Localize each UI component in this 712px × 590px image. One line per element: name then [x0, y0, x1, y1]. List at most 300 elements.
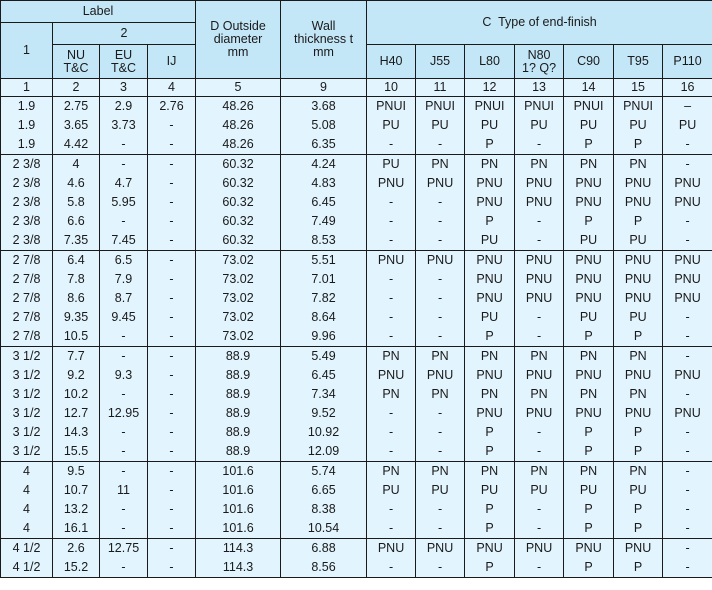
- table-cell: PN: [515, 462, 564, 482]
- table-row: [1, 385, 712, 404]
- table-cell: 8.38: [281, 500, 367, 519]
- table-cell: -: [100, 462, 148, 482]
- table-cell: -: [367, 289, 416, 308]
- table-cell: 2 3/8: [1, 174, 53, 193]
- table-cell: 1.9: [1, 97, 53, 117]
- column-number: 16: [663, 79, 712, 97]
- table-row: [1, 135, 712, 155]
- table-cell: PNU: [515, 174, 564, 193]
- table-cell: -: [367, 135, 416, 155]
- table-cell: P: [614, 212, 663, 231]
- column-number: 12: [465, 79, 515, 97]
- table-cell: PNUI: [564, 97, 614, 117]
- table-cell: PNU: [614, 193, 663, 212]
- table-cell: -: [416, 558, 465, 578]
- table-cell: PN: [515, 385, 564, 404]
- table-cell: -: [515, 558, 564, 578]
- table-cell: 4.7: [100, 174, 148, 193]
- table-cell: PNU: [614, 270, 663, 289]
- table-cell: PNU: [614, 174, 663, 193]
- table-cell: PNU: [564, 289, 614, 308]
- table-cell: 7.9: [100, 270, 148, 289]
- table-cell: 8.6: [53, 289, 100, 308]
- table-cell: 9.96: [281, 327, 367, 347]
- table-cell: 2 3/8: [1, 231, 53, 251]
- column-number: 4: [148, 79, 196, 97]
- table-cell: P: [465, 212, 515, 231]
- table-row: [1, 366, 712, 385]
- table-cell: -: [100, 500, 148, 519]
- table-row: [1, 97, 712, 117]
- table-cell: -: [663, 558, 712, 578]
- table-cell: PNU: [663, 193, 712, 212]
- table-cell: PNU: [465, 404, 515, 423]
- table-cell: 48.26: [196, 116, 281, 135]
- table-cell: -: [416, 193, 465, 212]
- table-cell: 3 1/2: [1, 423, 53, 442]
- table-row: [1, 270, 712, 289]
- table-cell: 5.51: [281, 251, 367, 271]
- table-cell: -: [100, 347, 148, 367]
- table-cell: P: [564, 327, 614, 347]
- table-cell: 2.9: [100, 97, 148, 117]
- table-row: [1, 500, 712, 519]
- table-row: [1, 539, 712, 559]
- table-cell: -: [367, 327, 416, 347]
- header-col1: 1: [1, 23, 53, 79]
- table-cell: -: [367, 442, 416, 462]
- table-cell: 48.26: [196, 97, 281, 117]
- table-cell: -: [515, 327, 564, 347]
- table-cell: PN: [416, 155, 465, 175]
- table-cell: 5.74: [281, 462, 367, 482]
- table-row: [1, 193, 712, 212]
- table-cell: 1.9: [1, 116, 53, 135]
- table-cell: 12.75: [100, 539, 148, 559]
- table-cell: -: [148, 116, 196, 135]
- table-cell: 4: [1, 519, 53, 539]
- table-cell: PNU: [614, 539, 663, 559]
- table-cell: 60.32: [196, 155, 281, 175]
- table-cell: PU: [614, 481, 663, 500]
- table-cell: 6.45: [281, 193, 367, 212]
- table-cell: 9.45: [100, 308, 148, 327]
- table-cell: -: [663, 155, 712, 175]
- table-cell: 6.5: [100, 251, 148, 271]
- table-cell: 3 1/2: [1, 385, 53, 404]
- table-row: [1, 462, 712, 482]
- table-cell: 73.02: [196, 270, 281, 289]
- table-cell: 7.7: [53, 347, 100, 367]
- table-cell: PN: [416, 347, 465, 367]
- table-cell: PNU: [416, 366, 465, 385]
- table-cell: 12.7: [53, 404, 100, 423]
- table-cell: 12.09: [281, 442, 367, 462]
- table-cell: 13.2: [53, 500, 100, 519]
- grade-c90: C90: [564, 45, 614, 79]
- column-number: 2: [53, 79, 100, 97]
- table-cell: 15.5: [53, 442, 100, 462]
- table-cell: 9.2: [53, 366, 100, 385]
- table-cell: PN: [614, 347, 663, 367]
- table-cell: -: [100, 327, 148, 347]
- grade-j55: J55: [416, 45, 465, 79]
- table-cell: 88.9: [196, 385, 281, 404]
- table-cell: 5.95: [100, 193, 148, 212]
- table-cell: -: [515, 308, 564, 327]
- table-cell: -: [100, 519, 148, 539]
- header-end-finish: C Type of end-finish: [367, 1, 712, 45]
- table-cell: PNU: [663, 289, 712, 308]
- table-cell: PNU: [564, 193, 614, 212]
- table-cell: PU: [465, 116, 515, 135]
- table-cell: 8.7: [100, 289, 148, 308]
- table-cell: P: [614, 327, 663, 347]
- header-wall-thickness: Wall thickness t mm: [281, 1, 367, 79]
- table-cell: PN: [465, 385, 515, 404]
- table-cell: PN: [564, 155, 614, 175]
- table-cell: 4 1/2: [1, 558, 53, 578]
- table-row: [1, 174, 712, 193]
- table-cell: -: [515, 500, 564, 519]
- table-cell: PN: [367, 385, 416, 404]
- column-number: 15: [614, 79, 663, 97]
- column-number-row: [1, 79, 712, 97]
- table-cell: PN: [614, 462, 663, 482]
- table-cell: P: [465, 500, 515, 519]
- table-cell: PNU: [465, 270, 515, 289]
- table-cell: -: [663, 539, 712, 559]
- table-cell: PNU: [465, 366, 515, 385]
- table-cell: -: [367, 404, 416, 423]
- table-cell: -: [148, 481, 196, 500]
- table-cell: 9.3: [100, 366, 148, 385]
- table-cell: 6.88: [281, 539, 367, 559]
- table-row: [1, 347, 712, 367]
- table-cell: PN: [416, 462, 465, 482]
- table-cell: -: [148, 539, 196, 559]
- table-cell: -: [663, 385, 712, 404]
- table-cell: 3.73: [100, 116, 148, 135]
- table-cell: -: [148, 155, 196, 175]
- table-cell: 60.32: [196, 174, 281, 193]
- table-cell: P: [614, 135, 663, 155]
- table-cell: -: [367, 270, 416, 289]
- table-cell: PNU: [564, 539, 614, 559]
- table-cell: 2 7/8: [1, 308, 53, 327]
- table-cell: PNUI: [367, 97, 416, 117]
- table-cell: PNU: [564, 366, 614, 385]
- table-cell: -: [663, 231, 712, 251]
- table-cell: PN: [564, 462, 614, 482]
- grade-p110: P110: [663, 45, 712, 79]
- table-cell: PNU: [515, 193, 564, 212]
- table-row: [1, 404, 712, 423]
- table-cell: 60.32: [196, 193, 281, 212]
- table-cell: -: [367, 193, 416, 212]
- table-cell: PNUI: [515, 97, 564, 117]
- table-cell: 73.02: [196, 308, 281, 327]
- column-number: 13: [515, 79, 564, 97]
- table-cell: -: [663, 212, 712, 231]
- table-cell: 4 1/2: [1, 539, 53, 559]
- table-cell: -: [515, 231, 564, 251]
- table-cell: 16.1: [53, 519, 100, 539]
- table-cell: 6.6: [53, 212, 100, 231]
- table-cell: 88.9: [196, 442, 281, 462]
- table-row: [1, 519, 712, 539]
- table-cell: 2.76: [148, 97, 196, 117]
- table-cell: -: [515, 519, 564, 539]
- table-cell: 60.32: [196, 231, 281, 251]
- table-cell: P: [564, 423, 614, 442]
- table-cell: PU: [515, 481, 564, 500]
- table-cell: PN: [564, 385, 614, 404]
- table-cell: PU: [367, 481, 416, 500]
- table-cell: 4.24: [281, 155, 367, 175]
- table-cell: -: [367, 558, 416, 578]
- table-cell: 88.9: [196, 366, 281, 385]
- table-cell: P: [465, 135, 515, 155]
- size-group: [1, 462, 712, 539]
- table-cell: 114.3: [196, 539, 281, 559]
- grade-h40: H40: [367, 45, 416, 79]
- table-row: [1, 308, 712, 327]
- table-cell: PNU: [416, 174, 465, 193]
- table-cell: PNU: [614, 251, 663, 271]
- table-cell: PNU: [367, 366, 416, 385]
- table-cell: -: [100, 135, 148, 155]
- table-cell: PU: [416, 481, 465, 500]
- table-cell: 7.82: [281, 289, 367, 308]
- header-eu-tc: EU T&C: [100, 45, 148, 79]
- table-cell: PNU: [416, 539, 465, 559]
- table-cell: PNU: [515, 289, 564, 308]
- table-cell: 7.35: [53, 231, 100, 251]
- table-cell: -: [367, 519, 416, 539]
- table-cell: PU: [367, 155, 416, 175]
- table-cell: PNU: [564, 404, 614, 423]
- table-cell: 101.6: [196, 462, 281, 482]
- header-nu-tc: NU T&C: [53, 45, 100, 79]
- table-cell: -: [148, 174, 196, 193]
- table-cell: -: [148, 366, 196, 385]
- table-cell: -: [416, 308, 465, 327]
- table-cell: -: [148, 289, 196, 308]
- table-cell: -: [148, 404, 196, 423]
- table-cell: 2 3/8: [1, 155, 53, 175]
- table-cell: 101.6: [196, 519, 281, 539]
- table-cell: PU: [367, 116, 416, 135]
- table-cell: PN: [465, 462, 515, 482]
- table-cell: 8.53: [281, 231, 367, 251]
- column-number: 5: [196, 79, 281, 97]
- table-cell: 1.9: [1, 135, 53, 155]
- table-cell: P: [564, 558, 614, 578]
- table-cell: P: [564, 442, 614, 462]
- table-row: [1, 558, 712, 578]
- table-cell: PNU: [515, 270, 564, 289]
- table-cell: 3 1/2: [1, 404, 53, 423]
- table-cell: -: [148, 231, 196, 251]
- table-cell: 2 7/8: [1, 289, 53, 308]
- table-row: [1, 289, 712, 308]
- table-cell: PNU: [614, 366, 663, 385]
- table-cell: PU: [515, 116, 564, 135]
- table-cell: PNU: [416, 251, 465, 271]
- table-cell: P: [614, 519, 663, 539]
- table-cell: PNU: [564, 251, 614, 271]
- size-group: [1, 347, 712, 462]
- table-cell: -: [148, 500, 196, 519]
- table-cell: -: [416, 500, 465, 519]
- table-cell: 7.49: [281, 212, 367, 231]
- header-outside-diameter: D Outside diameter mm: [196, 1, 281, 79]
- table-cell: PU: [416, 116, 465, 135]
- table-cell: -: [148, 519, 196, 539]
- table-cell: 10.2: [53, 385, 100, 404]
- table-cell: 9.35: [53, 308, 100, 327]
- table-cell: 9.5: [53, 462, 100, 482]
- table-cell: PN: [564, 347, 614, 367]
- table-cell: 12.95: [100, 404, 148, 423]
- column-number: 14: [564, 79, 614, 97]
- table-cell: PNU: [465, 251, 515, 271]
- table-cell: P: [564, 135, 614, 155]
- table-cell: 7.34: [281, 385, 367, 404]
- table-cell: 11: [100, 481, 148, 500]
- table-cell: PN: [465, 347, 515, 367]
- table-cell: -: [367, 231, 416, 251]
- table-cell: PU: [564, 116, 614, 135]
- table-cell: P: [465, 423, 515, 442]
- table-cell: -: [416, 270, 465, 289]
- table-cell: PN: [416, 385, 465, 404]
- table-cell: PU: [465, 231, 515, 251]
- table-row: [1, 116, 712, 135]
- table-cell: P: [614, 558, 663, 578]
- table-cell: 88.9: [196, 404, 281, 423]
- size-group: [1, 155, 712, 251]
- table-cell: 4: [1, 481, 53, 500]
- table-cell: PNU: [663, 366, 712, 385]
- table-cell: PNU: [515, 251, 564, 271]
- table-row: [1, 481, 712, 500]
- column-number: 11: [416, 79, 465, 97]
- table-cell: PNU: [367, 174, 416, 193]
- header-label: Label: [1, 1, 196, 23]
- table-cell: -: [100, 558, 148, 578]
- table-cell: PNU: [465, 193, 515, 212]
- table-cell: PN: [515, 347, 564, 367]
- table-cell: P: [564, 500, 614, 519]
- table-cell: -: [416, 423, 465, 442]
- grade-l80: L80: [465, 45, 515, 79]
- table-row: [1, 212, 712, 231]
- table-cell: -: [100, 423, 148, 442]
- table-cell: –: [663, 97, 712, 117]
- table-cell: 73.02: [196, 289, 281, 308]
- table-row: [1, 327, 712, 347]
- table-row: [1, 423, 712, 442]
- table-cell: 10.7: [53, 481, 100, 500]
- table-cell: P: [465, 558, 515, 578]
- table-cell: PNU: [663, 404, 712, 423]
- table-cell: -: [148, 442, 196, 462]
- grade-n80: N80 1? Q?: [515, 45, 564, 79]
- table-cell: -: [416, 442, 465, 462]
- table-cell: PU: [663, 116, 712, 135]
- table-cell: PN: [614, 155, 663, 175]
- table-header: [1, 1, 712, 97]
- table-cell: -: [100, 385, 148, 404]
- table-cell: 8.56: [281, 558, 367, 578]
- table-cell: PNU: [367, 251, 416, 271]
- table-cell: 3 1/2: [1, 442, 53, 462]
- table-row: [1, 251, 712, 271]
- table-cell: 10.54: [281, 519, 367, 539]
- table-cell: 10.92: [281, 423, 367, 442]
- table-cell: 3 1/2: [1, 366, 53, 385]
- table-cell: PNU: [465, 174, 515, 193]
- table-cell: PNU: [663, 270, 712, 289]
- grade-t95: T95: [614, 45, 663, 79]
- table-cell: PNU: [564, 270, 614, 289]
- table-cell: 7.45: [100, 231, 148, 251]
- column-number: 10: [367, 79, 416, 97]
- table-cell: P: [465, 442, 515, 462]
- table-cell: -: [148, 347, 196, 367]
- table-cell: 73.02: [196, 251, 281, 271]
- table-cell: PN: [367, 347, 416, 367]
- table-cell: -: [416, 212, 465, 231]
- table-cell: -: [663, 308, 712, 327]
- table-cell: -: [416, 231, 465, 251]
- table-cell: P: [465, 519, 515, 539]
- table-cell: 5.49: [281, 347, 367, 367]
- table-cell: -: [148, 423, 196, 442]
- table-cell: P: [614, 423, 663, 442]
- table-cell: 3 1/2: [1, 347, 53, 367]
- table-cell: 14.3: [53, 423, 100, 442]
- size-group: [1, 251, 712, 347]
- table-cell: 8.64: [281, 308, 367, 327]
- table-cell: -: [663, 462, 712, 482]
- table-cell: 48.26: [196, 135, 281, 155]
- table-cell: PNUI: [416, 97, 465, 117]
- table-cell: -: [148, 558, 196, 578]
- table-cell: P: [614, 500, 663, 519]
- table-cell: PU: [564, 308, 614, 327]
- table-cell: PN: [465, 155, 515, 175]
- table-cell: 2.6: [53, 539, 100, 559]
- size-group: [1, 97, 712, 155]
- table-cell: -: [148, 193, 196, 212]
- table-cell: -: [663, 500, 712, 519]
- table-cell: -: [148, 385, 196, 404]
- table-cell: PNU: [515, 539, 564, 559]
- table-cell: -: [148, 135, 196, 155]
- table-cell: 5.8: [53, 193, 100, 212]
- table-cell: 4.6: [53, 174, 100, 193]
- table-cell: 2 7/8: [1, 270, 53, 289]
- table-cell: PNU: [663, 174, 712, 193]
- table-cell: -: [515, 135, 564, 155]
- table-cell: 3.65: [53, 116, 100, 135]
- table-cell: -: [100, 155, 148, 175]
- table-cell: -: [515, 212, 564, 231]
- table-cell: P: [564, 519, 614, 539]
